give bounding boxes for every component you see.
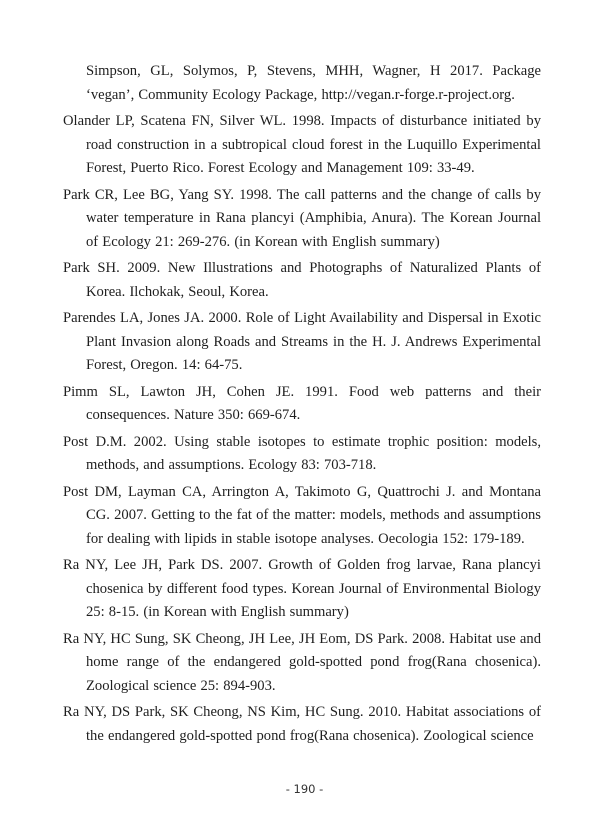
reference-list — [63, 60, 541, 751]
reference-entry-park-1998: Park CR, Lee BG, Yang SY. 1998. The call patterns and the change of calls by water temperature in Rana plancyi (Amphibia, Anura). The Korean Journal of Ecology 21: 269-276. (in Korean with English summary) — [63, 186, 541, 250]
reference-entry-olander-1998: Olander LP, Scatena FN, Silver WL. 1998. Impacts of disturbance initiated by road construction in a subtropical cloud forest in the Luquillo Experimental Forest, Puerto Rico. Forest Ecology and Management 109: 33-49. — [63, 113, 541, 176]
reference-entry-ra-2007: Ra NY, Lee JH, Park DS. 2007. Growth of Golden frog larvae, Rana plancyi chosenica by different food types. Korean Journal of Environmental Biology 25: 8-15. (in Korean with English summary) — [63, 557, 541, 620]
reference-entry-post-2002: Post D.M. 2002. Using stable isotopes to estimate trophic position: models, methods, and assumptions. Ecology 83: 703-718. — [63, 433, 541, 473]
reference-entry-park-2009: Park SH. 2009. New Illustrations and Photographs of Naturalized Plants of Korea. Ilchokak, Seoul, Korea. — [63, 260, 541, 300]
reference-entry-ra-2010: Ra NY, DS Park, SK Cheong, NS Kim, HC Sung. 2010. Habitat associations of the endangered gold-spotted pond frog(Rana chosenica). Zoological science — [63, 704, 541, 744]
reference-entry-parendes-2000: Parendes LA, Jones JA. 2000. Role of Light Availability and Dispersal in Exotic Plant Invasion along Roads and Streams in the H. J. Andrews Experimental Forest, Oregon. 14: 64-75. — [63, 310, 541, 373]
reference-entry-ra-2008: Ra NY, HC Sung, SK Cheong, JH Lee, JH Eom, DS Park. 2008. Habitat use and home range of the endangered gold-spotted pond frog(Rana chosenica). Zoological science 25: 894-903. — [63, 630, 541, 694]
page-number: - 190 - — [285, 782, 324, 796]
reference-entry-post-2007: Post DM, Layman CA, Arrington A, Takimoto G, Quattrochi J. and Montana CG. 2007. Getting to the fat of the matter: models, methods and assumptions for dealing with lipids in stable isotope analyses. Oecologia 152: 179-189. — [63, 483, 541, 547]
reference-entry-simpson-2017: Simpson, GL, Solymos, P, Stevens, MHH, Wagner, H 2017. Package ‘vegan’, Community Ecology Package, http://vegan.r-forge.r-project.org. — [86, 63, 541, 103]
reference-entry-pimm-1991: Pimm SL, Lawton JH, Cohen JE. 1991. Food web patterns and their consequences. Nature 350: 669-674. — [63, 383, 541, 423]
